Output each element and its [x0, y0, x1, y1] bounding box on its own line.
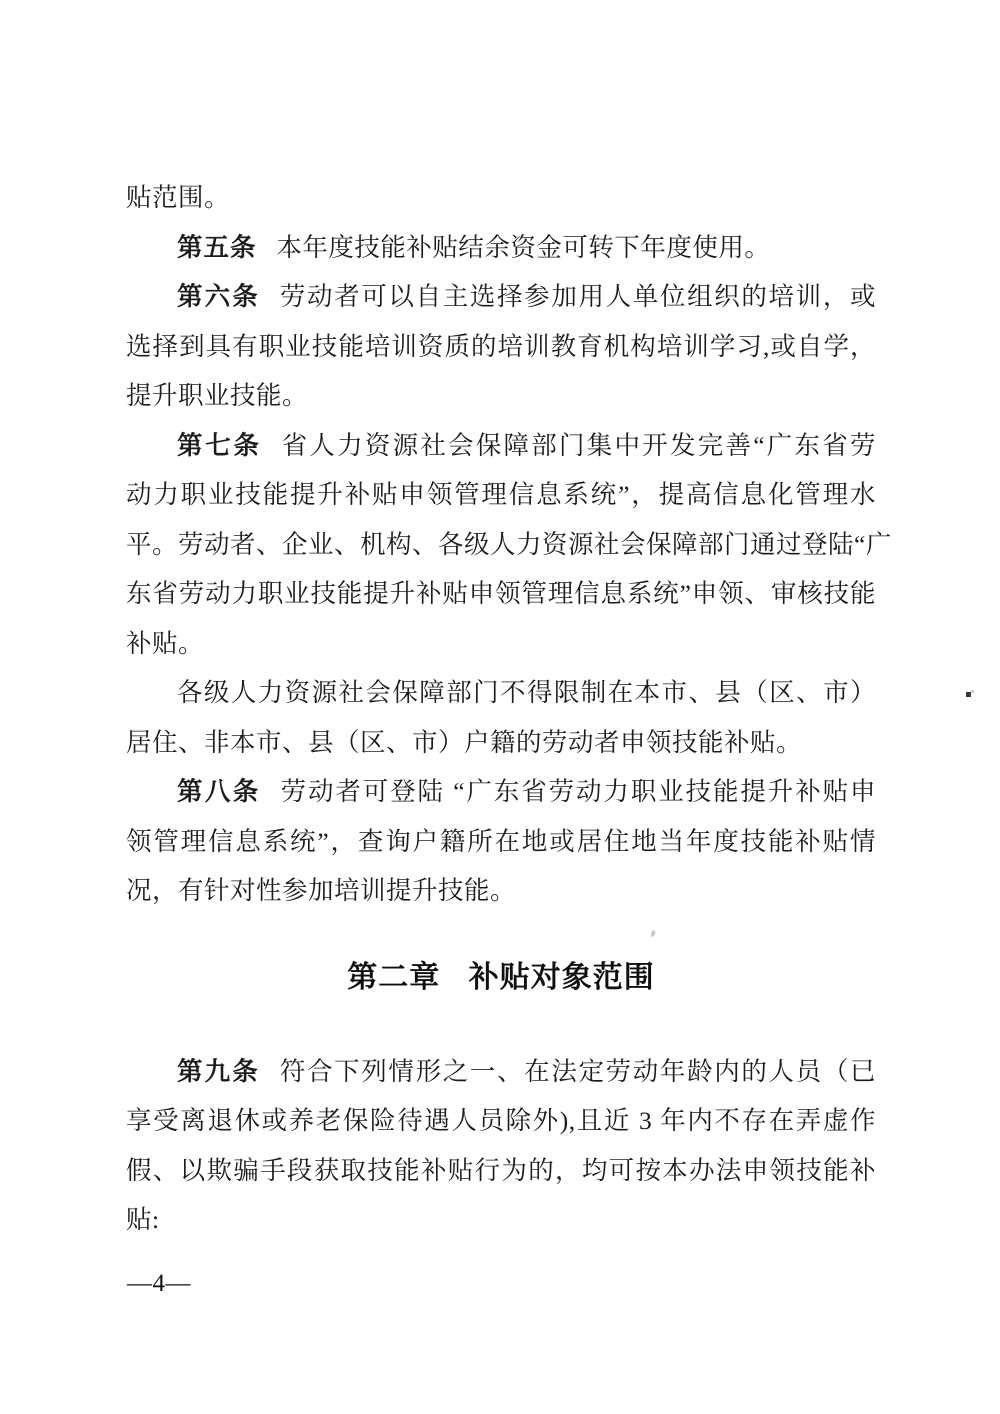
chapter-title: 补贴对象范围 — [468, 960, 655, 994]
text-line: 领管理信息系统”，查询户籍所在地或居住地当年度技能补贴情 — [126, 826, 876, 856]
text-line: 贴: — [126, 1205, 160, 1234]
text-line-article-7 — [126, 421, 876, 471]
line-text: 本年度技能补贴结余资金可转下年度使用。 — [276, 232, 771, 262]
text-line: 享受离退休或养老保险待遇人员除外),且近 3 年内不存在弄虚作 — [126, 1106, 876, 1135]
line-text: 劳动者可以自主选择参加用人单位组织的培训，或 — [279, 282, 876, 311]
text-line: 假、以欺骗手段获取技能补贴行为的，均可按本办法申领技能补 — [126, 1155, 876, 1185]
text-line-article-9 — [126, 1047, 876, 1097]
article-number: 第九条 — [177, 1057, 260, 1086]
line-text: 符合下列情形之一、在法定劳动年龄内的人员（已 — [279, 1056, 876, 1086]
text-line-article-6 — [126, 272, 876, 322]
text-line-article-8 — [126, 767, 876, 817]
text-line: 动力职业技能提升补贴申领管理信息系统”，提高信息化管理水 — [126, 480, 876, 509]
chapter-2-heading — [126, 953, 876, 1003]
chapter-number: 第二章 — [347, 960, 441, 994]
document-text-block — [126, 173, 892, 1245]
article-number: 第八条 — [177, 778, 261, 806]
scan-artifact-dot — [966, 692, 971, 697]
article-number: 第七条 — [177, 431, 262, 460]
text-line: 各级人力资源社会保障部门不得限制在本市、县（区、市） — [177, 678, 876, 707]
text-line: 选择到具有职业技能培训资质的培训教育机构培训学习,或自学， — [126, 331, 876, 361]
text-line: 平。劳动者、企业、机构、各级人力资源社会保障部门通过登陆“广 — [126, 529, 892, 559]
text-line: 补贴。 — [126, 628, 205, 658]
text-line: 东省劳动力职业技能提升补贴申领管理信息系统”申领、审核技能 — [126, 579, 876, 608]
text-line: 提升职业技能。 — [126, 381, 309, 410]
page-number: —4— — [127, 1270, 191, 1297]
text-line: 贴范围。 — [126, 183, 231, 212]
text-line-article-5 — [126, 223, 876, 273]
line-text: 省人力资源社会保障部门集中开发完善“广东省劳 — [281, 430, 876, 460]
text-line: 况，有针对性参加培训提升技能。 — [126, 876, 517, 905]
article-number: 第六条 — [177, 283, 260, 311]
line-text: 劳动者可登陆 “广东省劳动力职业技能提升补贴申 — [280, 777, 876, 806]
text-line: 居住、非本市、县（区、市）户籍的劳动者申领技能补贴。 — [126, 727, 803, 757]
article-number: 第五条 — [177, 233, 257, 262]
